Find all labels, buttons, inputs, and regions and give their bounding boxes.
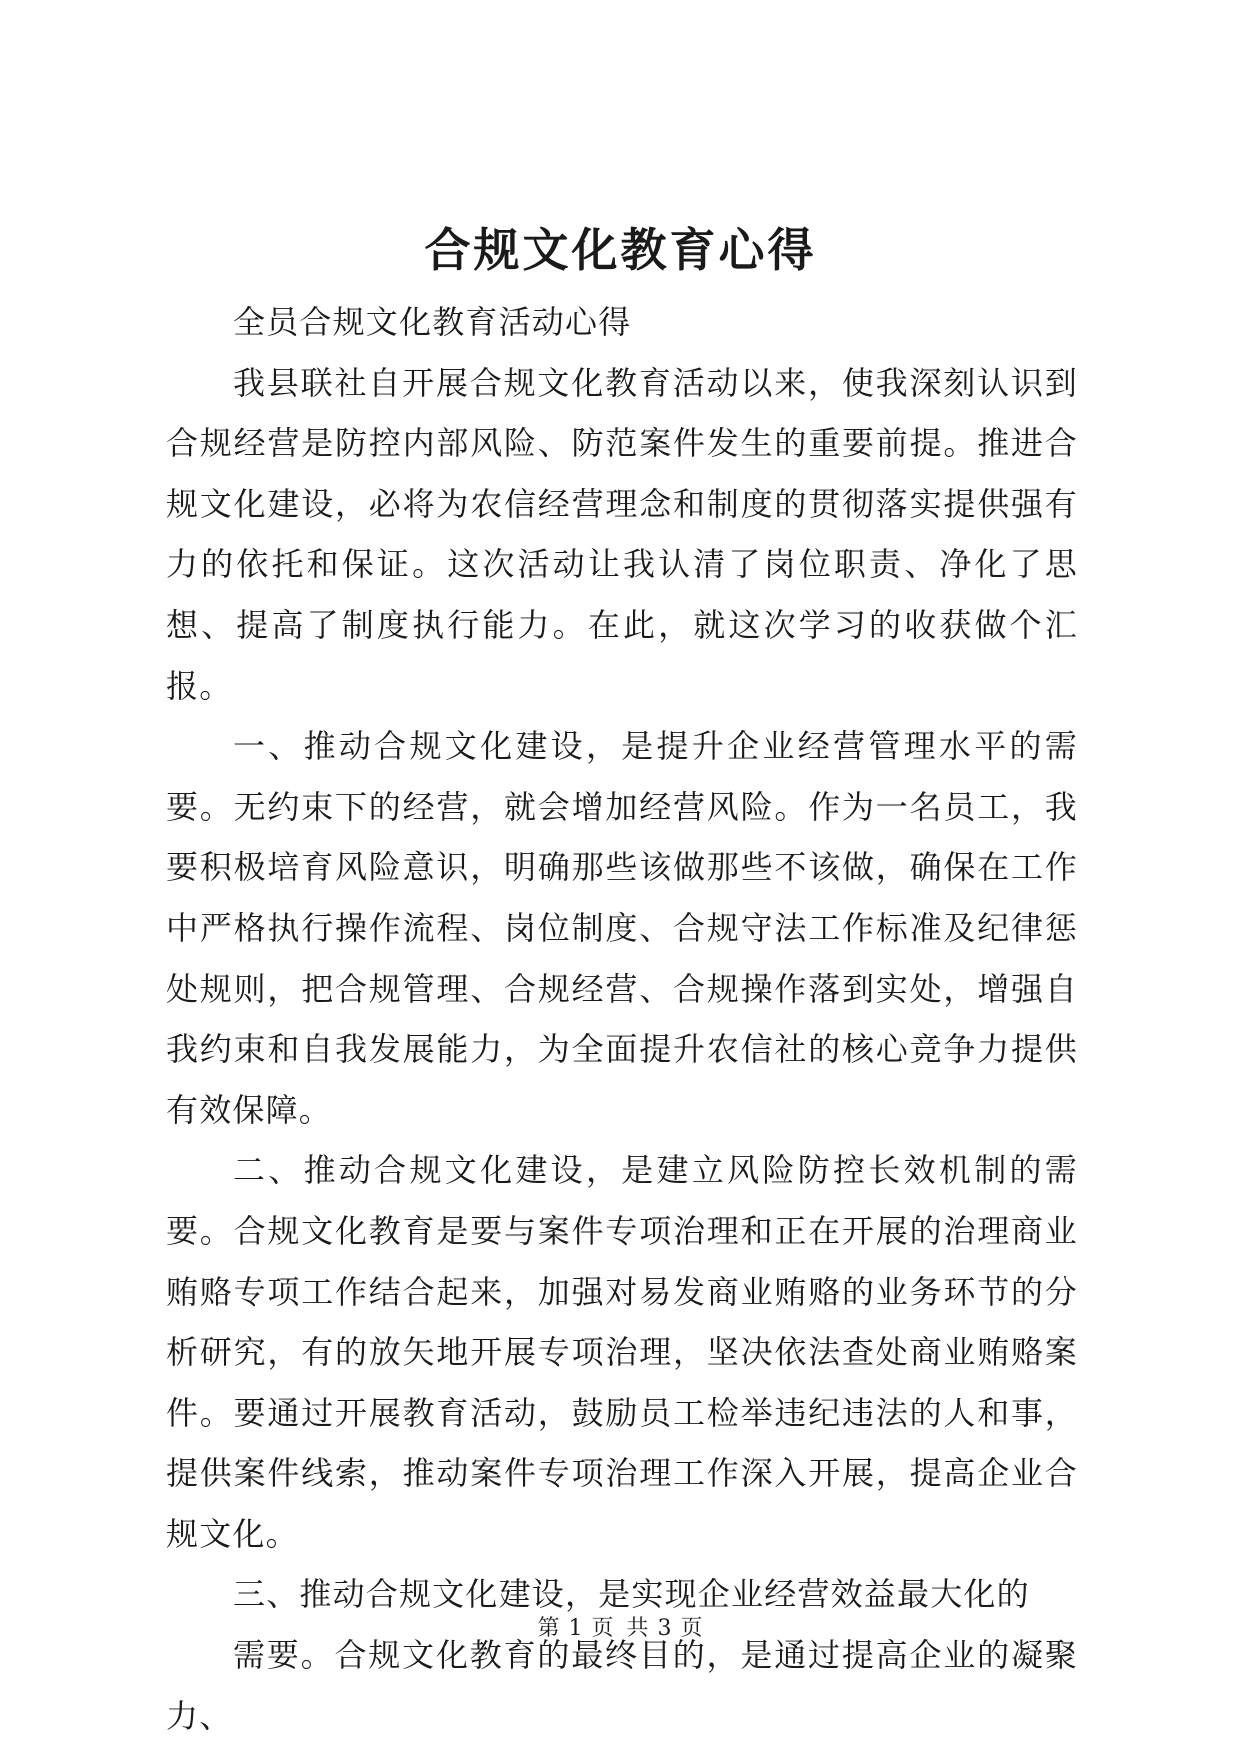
page-total: 共 3 页 <box>626 1616 704 1641</box>
document-title: 合规文化教育心得 <box>424 223 817 277</box>
page-number: 第 1 页 <box>537 1616 615 1641</box>
paragraph-intro: 我县联社自开展合规文化教育活动以来，使我深刻认识到合规经营是防控内部风险、防范案件发生的重要前提。推进合规文化建设，必将为农信经营理念和制度的贯彻落实提供强有力的依托和保证。这次活动让我认清了岗位职责、净化了思想、提高了制度执行能力。在此，就这次学习的收获做个汇报。 <box>166 363 1078 705</box>
paragraph-subtitle: 全员合规文化教育活动心得 <box>233 303 632 341</box>
paragraph-point-three-continued: 需要。合规文化教育的最终目的，是通过提高企业的凝聚力、 <box>166 1636 1078 1735</box>
paragraph-point-two: 二、推动合规文化建设，是建立风险防控长效机制的需要。合规文化教育是要与案件专项治理和正在开展的治理商业贿赂专项工作结合起来，加强对易发商业贿赂的业务环节的分析研究，有的放矢地开展专项治理，坚决依法查处商业贿赂案件。要通过开展教育活动，鼓励员工检举违纪违法的人和事，提供案件线索，推动案件专项治理工作深入开展，提高企业合规文化。 <box>166 1151 1078 1553</box>
page-footer <box>0 1611 1241 1642</box>
document-body <box>166 292 1078 1746</box>
paragraph-point-three: 三、推动合规文化建设，是实现企业经营效益最大化的 <box>233 1575 1030 1614</box>
paragraph-point-one: 一、推动合规文化建设，是提升企业经营管理水平的需要。无约束下的经营，就会增加经营风险。作为一名员工，我要积极培育风险意识，明确那些该做那些不该做，确保在工作中严格执行操作流程、岗位制度、合规守法工作标准及纪律惩处规则，把合规管理、合规经营、合规操作落到实处，增强自我约束和自我发展能力，为全面提升农信社的核心竞争力提供有效保障。 <box>166 727 1078 1129</box>
